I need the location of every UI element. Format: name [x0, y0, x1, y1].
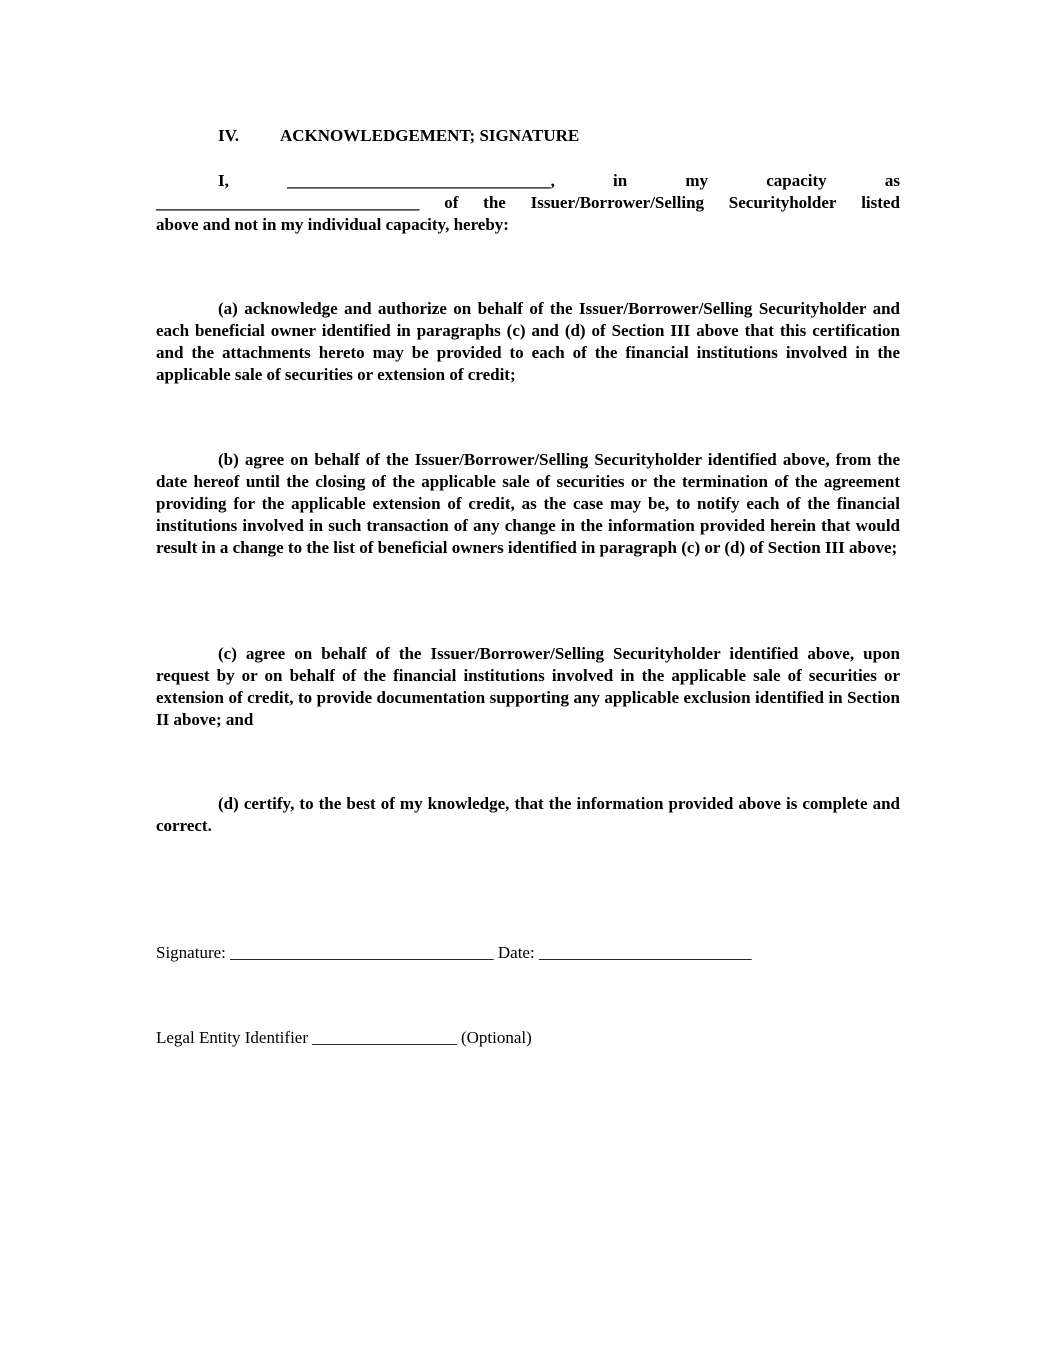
section-number: IV. — [218, 126, 239, 145]
intro-line-3: above and not in my individual capacity, hereby: — [156, 215, 509, 234]
paragraph-c: (c) agree on behalf of the Issuer/Borrower/Selling Securityholder identified above, upon request by or on behalf of the financial institutions involved in the applicable sale of securities or extension of credit, to provide documentation supporting any applicable exclusion identified in Section II above; and — [156, 644, 900, 729]
intro-statement — [156, 170, 900, 236]
intro-line-2: _______________________________ of the Issuer/Borrower/Selling Securityholder listed — [156, 193, 900, 212]
legal-entity-identifier-line: Legal Entity Identifier _________________ (Optional) — [156, 1028, 532, 1047]
section-heading — [218, 125, 579, 147]
paragraph-a: (a) acknowledge and authorize on behalf of the Issuer/Borrower/Selling Securityholder and each beneficial owner identified in paragraphs (c) and (d) of Section III above that this certification and the attachments hereto may be provided to each of the financial institutions involved in the applicable sale of securities or extension of credit; — [156, 299, 900, 384]
capacity-blank: _______________________________ — [156, 193, 420, 212]
paragraph-b: (b) agree on behalf of the Issuer/Borrower/Selling Securityholder identified above, from the date hereof until the closing of the applicable sale of securities or the termination of the agreement providing for the applicable extension of credit, as the case may be, to notify each of the financial institutions involved in such transaction of any change in the information provided herein that would result in a change to the list of beneficial owners identified in paragraph (c) or (d) of Section III above; — [156, 450, 900, 557]
paragraph-d: (d) certify, to the best of my knowledge, that the information provided above is complete and correct. — [156, 794, 900, 835]
name-blank: _______________________________, — [287, 171, 555, 190]
signature-date-line: Signature: _______________________________ Date: _________________________ — [156, 943, 752, 962]
intro-line-1: I, _______________________________, in my capacity as — [218, 171, 900, 190]
section-title: ACKNOWLEDGEMENT; SIGNATURE — [280, 126, 580, 145]
